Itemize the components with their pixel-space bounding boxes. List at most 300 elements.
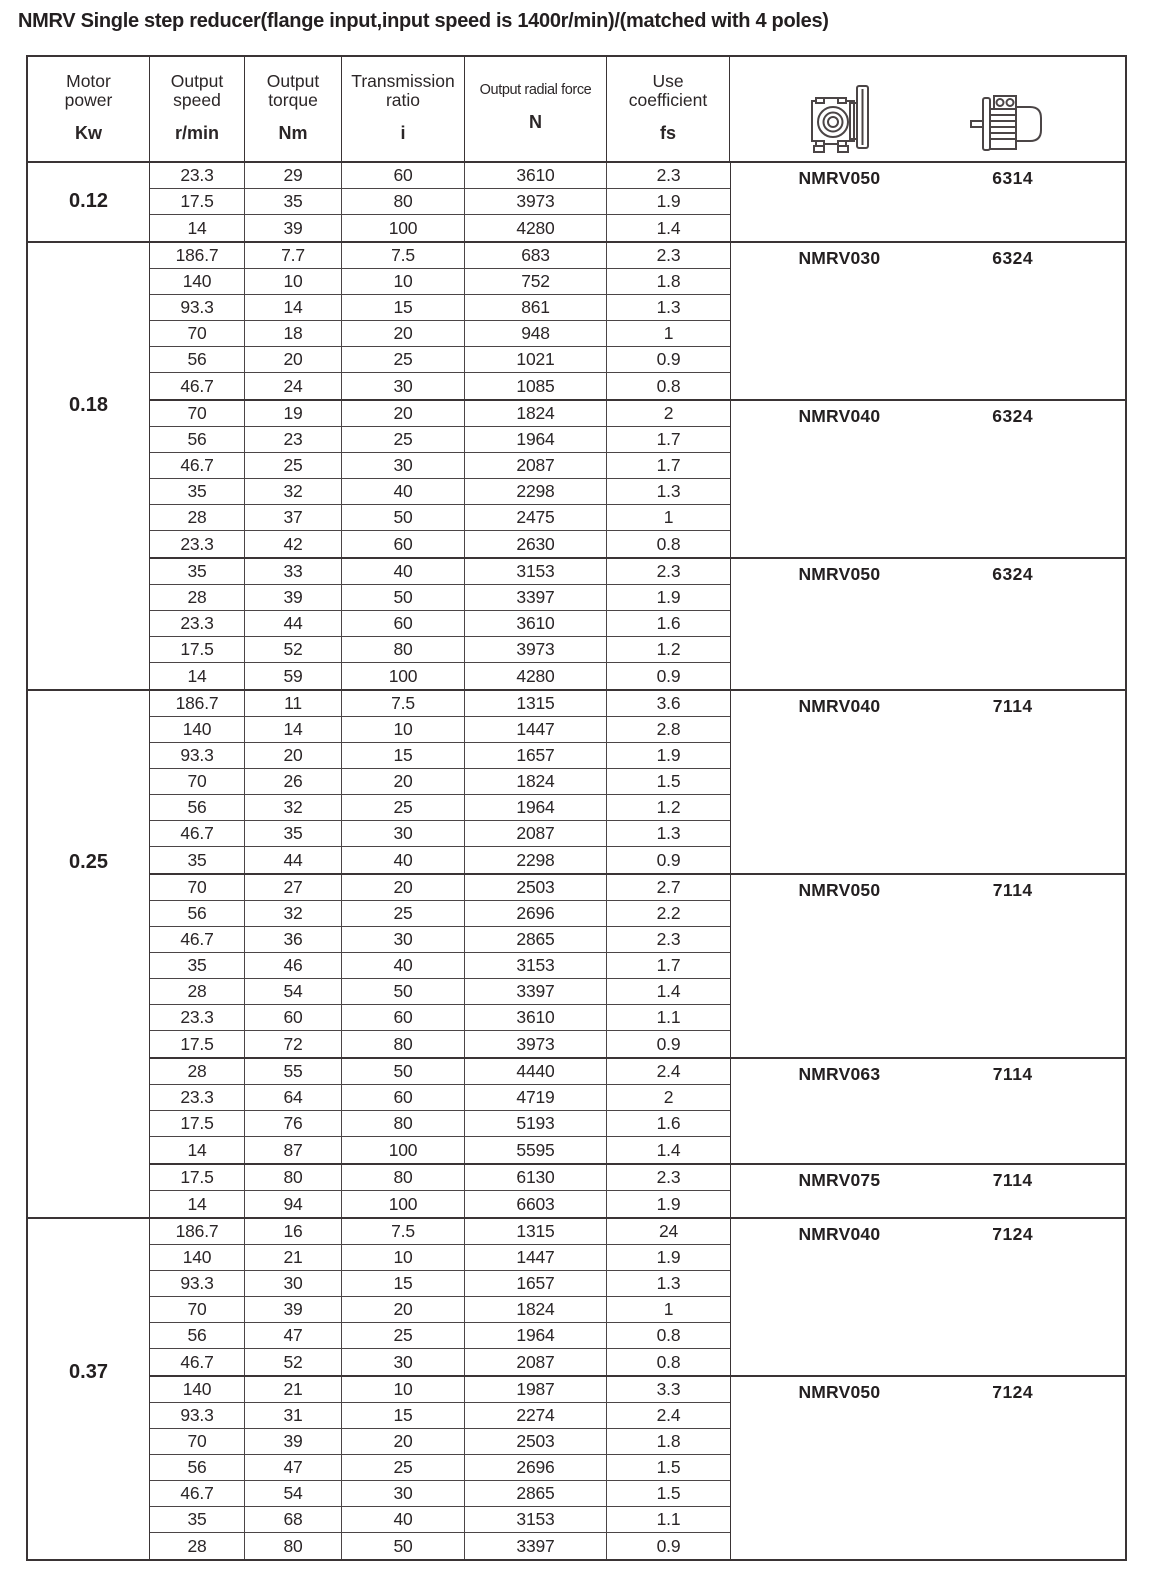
reducer-model-label: NMRV075 bbox=[798, 1170, 881, 1190]
use-coefficient-cell: 2.3 bbox=[656, 561, 681, 581]
column-unit: r/min bbox=[174, 123, 219, 144]
table-row bbox=[150, 901, 730, 927]
use-coefficient-cell: 1.3 bbox=[656, 481, 681, 501]
output-torque-cell: 72 bbox=[245, 1031, 342, 1057]
reducer-power-group bbox=[28, 1217, 1125, 1559]
power-group-rows bbox=[150, 163, 1125, 241]
transmission-ratio-cell: 80 bbox=[342, 1031, 465, 1057]
output-speed-cell: 46.7 bbox=[150, 927, 245, 952]
output-speed-cell: 46.7 bbox=[150, 373, 245, 399]
reducer-model-label: NMRV050 bbox=[798, 880, 881, 900]
transmission-ratio-cell: 20 bbox=[342, 875, 465, 900]
reducer-model-subgroup bbox=[150, 1375, 1125, 1559]
column-label: Transmission bbox=[351, 70, 455, 91]
transmission-ratio-cell: 20 bbox=[342, 321, 465, 346]
radial-force-cell: 4719 bbox=[465, 1085, 607, 1110]
column-unit: Kw bbox=[75, 123, 102, 144]
radial-force-cell: 1085 bbox=[465, 373, 607, 399]
table-row bbox=[150, 401, 730, 427]
output-speed-cell: 70 bbox=[150, 401, 245, 426]
radial-force-cell: 4280 bbox=[465, 215, 607, 241]
table-row bbox=[150, 663, 730, 689]
radial-force-cell: 683 bbox=[465, 243, 607, 268]
output-torque-cell: 47 bbox=[245, 1323, 342, 1348]
radial-force-cell: 3610 bbox=[465, 163, 607, 188]
output-torque-cell: 26 bbox=[245, 769, 342, 794]
radial-force-cell: 4280 bbox=[465, 663, 607, 689]
radial-force-cell: 2696 bbox=[465, 901, 607, 926]
table-row bbox=[150, 269, 730, 295]
motor-frame-label: 7124 bbox=[992, 1224, 1034, 1244]
reducer-spec-table bbox=[26, 55, 1127, 1561]
use-coefficient-cell: 1.9 bbox=[656, 587, 681, 607]
transmission-ratio-cell: 40 bbox=[342, 559, 465, 584]
column-label: Output bbox=[266, 70, 320, 91]
radial-force-cell: 3610 bbox=[465, 1005, 607, 1030]
output-torque-cell: 24 bbox=[245, 373, 342, 399]
transmission-ratio-cell: 25 bbox=[342, 347, 465, 372]
output-speed-cell: 93.3 bbox=[150, 743, 245, 768]
reducer-model-label: NMRV040 bbox=[798, 1224, 881, 1244]
use-coefficient-cell: 0.9 bbox=[656, 1535, 681, 1556]
transmission-ratio-cell: 100 bbox=[342, 215, 465, 241]
radial-force-cell: 2087 bbox=[465, 821, 607, 846]
use-coefficient-cell: 1 bbox=[663, 1299, 674, 1319]
transmission-ratio-cell: 50 bbox=[342, 979, 465, 1004]
output-speed-cell: 56 bbox=[150, 1455, 245, 1480]
use-coefficient-cell: 1.4 bbox=[656, 1139, 681, 1160]
use-coefficient-cell: 2.2 bbox=[656, 903, 681, 923]
radial-force-cell: 861 bbox=[465, 295, 607, 320]
radial-force-cell: 1657 bbox=[465, 1271, 607, 1296]
table-row bbox=[150, 1377, 730, 1403]
output-speed-cell: 35 bbox=[150, 953, 245, 978]
radial-force-cell: 2865 bbox=[465, 927, 607, 952]
radial-force-cell: 1447 bbox=[465, 717, 607, 742]
output-torque-cell: 32 bbox=[245, 795, 342, 820]
table-row bbox=[150, 1165, 730, 1191]
model-cell bbox=[730, 243, 1125, 399]
table-row bbox=[150, 611, 730, 637]
use-coefficient-cell: 2.4 bbox=[656, 1061, 681, 1081]
use-coefficient-cell: 1.8 bbox=[656, 1431, 681, 1451]
output-torque-cell: 16 bbox=[245, 1219, 342, 1244]
output-torque-cell: 25 bbox=[245, 453, 342, 478]
transmission-ratio-cell: 100 bbox=[342, 663, 465, 689]
column-unit: i bbox=[400, 123, 406, 144]
column-unit: fs bbox=[659, 123, 676, 144]
power-group-rows bbox=[150, 243, 1125, 689]
transmission-ratio-cell: 80 bbox=[342, 637, 465, 662]
table-row bbox=[150, 373, 730, 399]
output-torque-cell: 80 bbox=[245, 1533, 342, 1559]
worm-gear-reducer-icon bbox=[808, 85, 874, 157]
use-coefficient-cell: 1 bbox=[663, 323, 674, 343]
output-torque-cell: 29 bbox=[245, 163, 342, 188]
table-row bbox=[150, 795, 730, 821]
table-row bbox=[150, 1455, 730, 1481]
output-torque-cell: 87 bbox=[245, 1137, 342, 1163]
use-coefficient-cell: 2.3 bbox=[656, 245, 681, 265]
output-torque-cell: 33 bbox=[245, 559, 342, 584]
table-row bbox=[150, 847, 730, 873]
transmission-ratio-cell: 60 bbox=[342, 1005, 465, 1030]
power-group-rows bbox=[150, 691, 1125, 1217]
transmission-ratio-cell: 40 bbox=[342, 847, 465, 873]
transmission-ratio-cell: 60 bbox=[342, 163, 465, 188]
reducer-model-subgroup bbox=[150, 1219, 1125, 1375]
use-coefficient-cell: 1 bbox=[663, 507, 674, 527]
motor-frame-label: 7114 bbox=[992, 880, 1033, 900]
output-speed-cell: 17.5 bbox=[150, 1031, 245, 1057]
table-row bbox=[150, 1059, 730, 1085]
output-speed-cell: 35 bbox=[150, 847, 245, 873]
output-speed-cell: 186.7 bbox=[150, 1219, 245, 1244]
output-speed-cell: 23.3 bbox=[150, 1085, 245, 1110]
output-torque-cell: 42 bbox=[245, 531, 342, 557]
radial-force-cell: 4440 bbox=[465, 1059, 607, 1084]
reducer-model-subgroup bbox=[150, 163, 1125, 241]
output-speed-cell: 17.5 bbox=[150, 1111, 245, 1136]
use-coefficient-cell: 1.9 bbox=[656, 745, 681, 765]
reducer-model-subgroup bbox=[150, 557, 1125, 689]
table-row bbox=[150, 637, 730, 663]
table-row bbox=[150, 691, 730, 717]
radial-force-cell: 2298 bbox=[465, 479, 607, 504]
transmission-ratio-cell: 40 bbox=[342, 953, 465, 978]
table-row bbox=[150, 743, 730, 769]
output-torque-cell: 20 bbox=[245, 347, 342, 372]
output-torque-cell: 46 bbox=[245, 953, 342, 978]
output-speed-cell: 17.5 bbox=[150, 189, 245, 214]
use-coefficient-cell: 2.3 bbox=[656, 929, 681, 949]
output-speed-cell: 23.3 bbox=[150, 1005, 245, 1030]
transmission-ratio-cell: 30 bbox=[342, 1349, 465, 1375]
radial-force-cell: 1315 bbox=[465, 691, 607, 716]
table-row bbox=[150, 1005, 730, 1031]
reducer-model-label: NMRV063 bbox=[798, 1064, 881, 1084]
use-coefficient-cell: 1.4 bbox=[656, 217, 681, 238]
model-cell bbox=[730, 401, 1125, 557]
table-row bbox=[150, 821, 730, 847]
table-row bbox=[150, 1271, 730, 1297]
transmission-ratio-cell: 30 bbox=[342, 373, 465, 399]
use-coefficient-cell: 3.6 bbox=[656, 693, 681, 713]
motor-power-value: 0.18 bbox=[69, 394, 108, 416]
reducer-model-subgroup bbox=[150, 1057, 1125, 1163]
motor-frame-label: 7114 bbox=[992, 1170, 1033, 1190]
reducer-power-group bbox=[28, 241, 1125, 689]
column-label: Motor bbox=[66, 70, 111, 91]
transmission-ratio-cell: 25 bbox=[342, 901, 465, 926]
transmission-ratio-cell: 50 bbox=[342, 585, 465, 610]
transmission-ratio-cell: 10 bbox=[342, 1377, 465, 1402]
transmission-ratio-cell: 50 bbox=[342, 1533, 465, 1559]
radial-force-cell: 1021 bbox=[465, 347, 607, 372]
table-row bbox=[150, 427, 730, 453]
reducer-power-group bbox=[28, 689, 1125, 1217]
use-coefficient-cell: 1.3 bbox=[656, 297, 681, 317]
column-label: ratio bbox=[385, 90, 421, 111]
radial-force-cell: 1824 bbox=[465, 1297, 607, 1322]
output-speed-cell: 17.5 bbox=[150, 1165, 245, 1190]
use-coefficient-cell: 1.1 bbox=[656, 1007, 681, 1027]
table-row bbox=[150, 1507, 730, 1533]
reducer-model-label: NMRV030 bbox=[798, 248, 881, 268]
use-coefficient-cell: 1.3 bbox=[656, 823, 681, 843]
column-label: Output bbox=[170, 70, 224, 91]
radial-force-cell: 2503 bbox=[465, 875, 607, 900]
transmission-ratio-cell: 40 bbox=[342, 479, 465, 504]
output-torque-cell: 11 bbox=[245, 691, 342, 716]
table-row bbox=[150, 1085, 730, 1111]
data-rows bbox=[150, 401, 730, 557]
output-speed-cell: 56 bbox=[150, 901, 245, 926]
use-coefficient-cell: 2 bbox=[663, 1087, 674, 1107]
use-coefficient-cell: 1.9 bbox=[656, 1193, 681, 1214]
use-coefficient-cell: 1.5 bbox=[656, 1483, 681, 1503]
reducer-model-subgroup bbox=[150, 399, 1125, 557]
transmission-ratio-cell: 60 bbox=[342, 611, 465, 636]
output-speed-cell: 23.3 bbox=[150, 531, 245, 557]
output-torque-cell: 37 bbox=[245, 505, 342, 530]
model-cell bbox=[730, 1165, 1125, 1217]
output-torque-cell: 94 bbox=[245, 1191, 342, 1217]
model-cell bbox=[730, 559, 1125, 689]
output-speed-cell: 46.7 bbox=[150, 1481, 245, 1506]
model-cell bbox=[730, 163, 1125, 241]
output-speed-cell: 28 bbox=[150, 1533, 245, 1559]
use-coefficient-cell: 0.8 bbox=[656, 375, 681, 396]
use-coefficient-cell: 2 bbox=[663, 403, 674, 423]
radial-force-cell: 3397 bbox=[465, 1533, 607, 1559]
transmission-ratio-cell: 20 bbox=[342, 401, 465, 426]
column-label: power bbox=[64, 90, 113, 111]
output-speed-cell: 17.5 bbox=[150, 637, 245, 662]
transmission-ratio-cell: 15 bbox=[342, 1403, 465, 1428]
output-speed-cell: 70 bbox=[150, 875, 245, 900]
output-speed-cell: 56 bbox=[150, 1323, 245, 1348]
transmission-ratio-cell: 100 bbox=[342, 1137, 465, 1163]
use-coefficient-cell: 1.7 bbox=[656, 955, 681, 975]
output-torque-cell: 19 bbox=[245, 401, 342, 426]
table-body bbox=[28, 163, 1125, 1559]
transmission-ratio-cell: 50 bbox=[342, 505, 465, 530]
table-row bbox=[150, 479, 730, 505]
output-torque-cell: 52 bbox=[245, 1349, 342, 1375]
model-cell bbox=[730, 1059, 1125, 1163]
reducer-power-group bbox=[28, 163, 1125, 241]
output-torque-cell: 64 bbox=[245, 1085, 342, 1110]
transmission-ratio-cell: 20 bbox=[342, 769, 465, 794]
output-torque-cell: 20 bbox=[245, 743, 342, 768]
transmission-ratio-cell: 25 bbox=[342, 1455, 465, 1480]
transmission-ratio-cell: 10 bbox=[342, 269, 465, 294]
output-torque-cell: 39 bbox=[245, 585, 342, 610]
model-cell bbox=[730, 875, 1125, 1057]
model-cell bbox=[730, 1219, 1125, 1375]
transmission-ratio-cell: 25 bbox=[342, 427, 465, 452]
table-row bbox=[150, 1219, 730, 1245]
output-torque-cell: 18 bbox=[245, 321, 342, 346]
radial-force-cell: 3973 bbox=[465, 189, 607, 214]
transmission-ratio-cell: 80 bbox=[342, 1165, 465, 1190]
data-rows bbox=[150, 1165, 730, 1217]
column-header-transmission-ratio bbox=[342, 57, 465, 161]
table-header bbox=[28, 57, 1125, 163]
transmission-ratio-cell: 7.5 bbox=[342, 1219, 465, 1244]
column-label: torque bbox=[268, 90, 318, 111]
table-row bbox=[150, 1111, 730, 1137]
output-torque-cell: 21 bbox=[245, 1377, 342, 1402]
output-speed-cell: 93.3 bbox=[150, 1403, 245, 1428]
transmission-ratio-cell: 20 bbox=[342, 1429, 465, 1454]
table-row bbox=[150, 927, 730, 953]
radial-force-cell: 2475 bbox=[465, 505, 607, 530]
table-row bbox=[150, 1481, 730, 1507]
motor-power-cell bbox=[28, 691, 150, 1217]
use-coefficient-cell: 1.6 bbox=[656, 1113, 681, 1133]
table-row bbox=[150, 1137, 730, 1163]
output-speed-cell: 35 bbox=[150, 559, 245, 584]
radial-force-cell: 3397 bbox=[465, 979, 607, 1004]
reducer-model-label: NMRV050 bbox=[798, 168, 881, 188]
output-torque-cell: 7.7 bbox=[245, 243, 342, 268]
output-speed-cell: 46.7 bbox=[150, 821, 245, 846]
column-label: speed bbox=[173, 90, 221, 111]
transmission-ratio-cell: 30 bbox=[342, 1481, 465, 1506]
radial-force-cell: 3153 bbox=[465, 1507, 607, 1532]
radial-force-cell: 3973 bbox=[465, 1031, 607, 1057]
transmission-ratio-cell: 20 bbox=[342, 1297, 465, 1322]
motor-power-cell bbox=[28, 163, 150, 241]
use-coefficient-cell: 2.3 bbox=[656, 165, 681, 185]
transmission-ratio-cell: 60 bbox=[342, 531, 465, 557]
reducer-model-label: NMRV050 bbox=[798, 564, 881, 584]
transmission-ratio-cell: 10 bbox=[342, 1245, 465, 1270]
column-unit: Nm bbox=[278, 123, 308, 144]
table-row bbox=[150, 1533, 730, 1559]
motor-frame-label: 6324 bbox=[992, 248, 1034, 268]
output-speed-cell: 140 bbox=[150, 717, 245, 742]
use-coefficient-cell: 1.9 bbox=[656, 191, 681, 211]
radial-force-cell: 752 bbox=[465, 269, 607, 294]
output-speed-cell: 70 bbox=[150, 321, 245, 346]
column-header-motor-power bbox=[28, 57, 150, 161]
radial-force-cell: 2298 bbox=[465, 847, 607, 873]
output-torque-cell: 31 bbox=[245, 1403, 342, 1428]
radial-force-cell: 6130 bbox=[465, 1165, 607, 1190]
output-speed-cell: 28 bbox=[150, 585, 245, 610]
reducer-model-label: NMRV040 bbox=[798, 696, 881, 716]
table-row bbox=[150, 1429, 730, 1455]
output-torque-cell: 76 bbox=[245, 1111, 342, 1136]
output-torque-cell: 44 bbox=[245, 611, 342, 636]
radial-force-cell: 1987 bbox=[465, 1377, 607, 1402]
transmission-ratio-cell: 40 bbox=[342, 1507, 465, 1532]
data-rows bbox=[150, 243, 730, 399]
radial-force-cell: 1824 bbox=[465, 769, 607, 794]
output-torque-cell: 80 bbox=[245, 1165, 342, 1190]
output-speed-cell: 140 bbox=[150, 269, 245, 294]
output-torque-cell: 35 bbox=[245, 189, 342, 214]
table-row bbox=[150, 1323, 730, 1349]
data-rows bbox=[150, 875, 730, 1057]
radial-force-cell: 2503 bbox=[465, 1429, 607, 1454]
column-label: Output radial force bbox=[479, 82, 592, 99]
transmission-ratio-cell: 15 bbox=[342, 743, 465, 768]
output-torque-cell: 39 bbox=[245, 1429, 342, 1454]
output-speed-cell: 56 bbox=[150, 347, 245, 372]
radial-force-cell: 3397 bbox=[465, 585, 607, 610]
output-torque-cell: 14 bbox=[245, 295, 342, 320]
table-row bbox=[150, 769, 730, 795]
motor-power-value: 0.12 bbox=[69, 190, 108, 212]
output-torque-cell: 21 bbox=[245, 1245, 342, 1270]
output-speed-cell: 70 bbox=[150, 1429, 245, 1454]
output-speed-cell: 14 bbox=[150, 1137, 245, 1163]
output-speed-cell: 28 bbox=[150, 1059, 245, 1084]
motor-power-cell bbox=[28, 243, 150, 689]
table-row bbox=[150, 875, 730, 901]
column-header-use-coefficient bbox=[607, 57, 730, 161]
use-coefficient-cell: 0.8 bbox=[656, 1325, 681, 1345]
motor-power-cell bbox=[28, 1219, 150, 1559]
motor-frame-label: 7124 bbox=[992, 1382, 1034, 1402]
transmission-ratio-cell: 25 bbox=[342, 1323, 465, 1348]
data-rows bbox=[150, 163, 730, 241]
reducer-model-subgroup bbox=[150, 873, 1125, 1057]
reducer-model-subgroup bbox=[150, 243, 1125, 399]
output-speed-cell: 56 bbox=[150, 795, 245, 820]
use-coefficient-cell: 1.8 bbox=[656, 271, 681, 291]
output-torque-cell: 36 bbox=[245, 927, 342, 952]
table-row bbox=[150, 953, 730, 979]
model-cell bbox=[730, 691, 1125, 873]
radial-force-cell: 1964 bbox=[465, 427, 607, 452]
use-coefficient-cell: 0.9 bbox=[656, 349, 681, 369]
table-row bbox=[150, 295, 730, 321]
column-label: Use bbox=[652, 70, 684, 91]
radial-force-cell: 5193 bbox=[465, 1111, 607, 1136]
transmission-ratio-cell: 30 bbox=[342, 453, 465, 478]
output-torque-cell: 55 bbox=[245, 1059, 342, 1084]
output-speed-cell: 186.7 bbox=[150, 691, 245, 716]
table-row bbox=[150, 717, 730, 743]
page-title: NMRV Single step reducer(flange input,input speed is 1400r/min)/(matched with 4 poles) bbox=[18, 10, 829, 32]
output-speed-cell: 93.3 bbox=[150, 1271, 245, 1296]
transmission-ratio-cell: 30 bbox=[342, 821, 465, 846]
output-speed-cell: 28 bbox=[150, 979, 245, 1004]
use-coefficient-cell: 2.4 bbox=[656, 1405, 681, 1425]
output-speed-cell: 70 bbox=[150, 769, 245, 794]
use-coefficient-cell: 0.8 bbox=[656, 533, 681, 554]
radial-force-cell: 6603 bbox=[465, 1191, 607, 1217]
table-row bbox=[150, 1031, 730, 1057]
reducer-model-subgroup bbox=[150, 1163, 1125, 1217]
transmission-ratio-cell: 15 bbox=[342, 1271, 465, 1296]
radial-force-cell: 1964 bbox=[465, 795, 607, 820]
output-torque-cell: 39 bbox=[245, 1297, 342, 1322]
power-group-rows bbox=[150, 1219, 1125, 1559]
table-row bbox=[150, 321, 730, 347]
table-row bbox=[150, 1403, 730, 1429]
transmission-ratio-cell: 80 bbox=[342, 189, 465, 214]
use-coefficient-cell: 2.3 bbox=[656, 1167, 681, 1187]
radial-force-cell: 2630 bbox=[465, 531, 607, 557]
output-torque-cell: 68 bbox=[245, 1507, 342, 1532]
radial-force-cell: 1657 bbox=[465, 743, 607, 768]
